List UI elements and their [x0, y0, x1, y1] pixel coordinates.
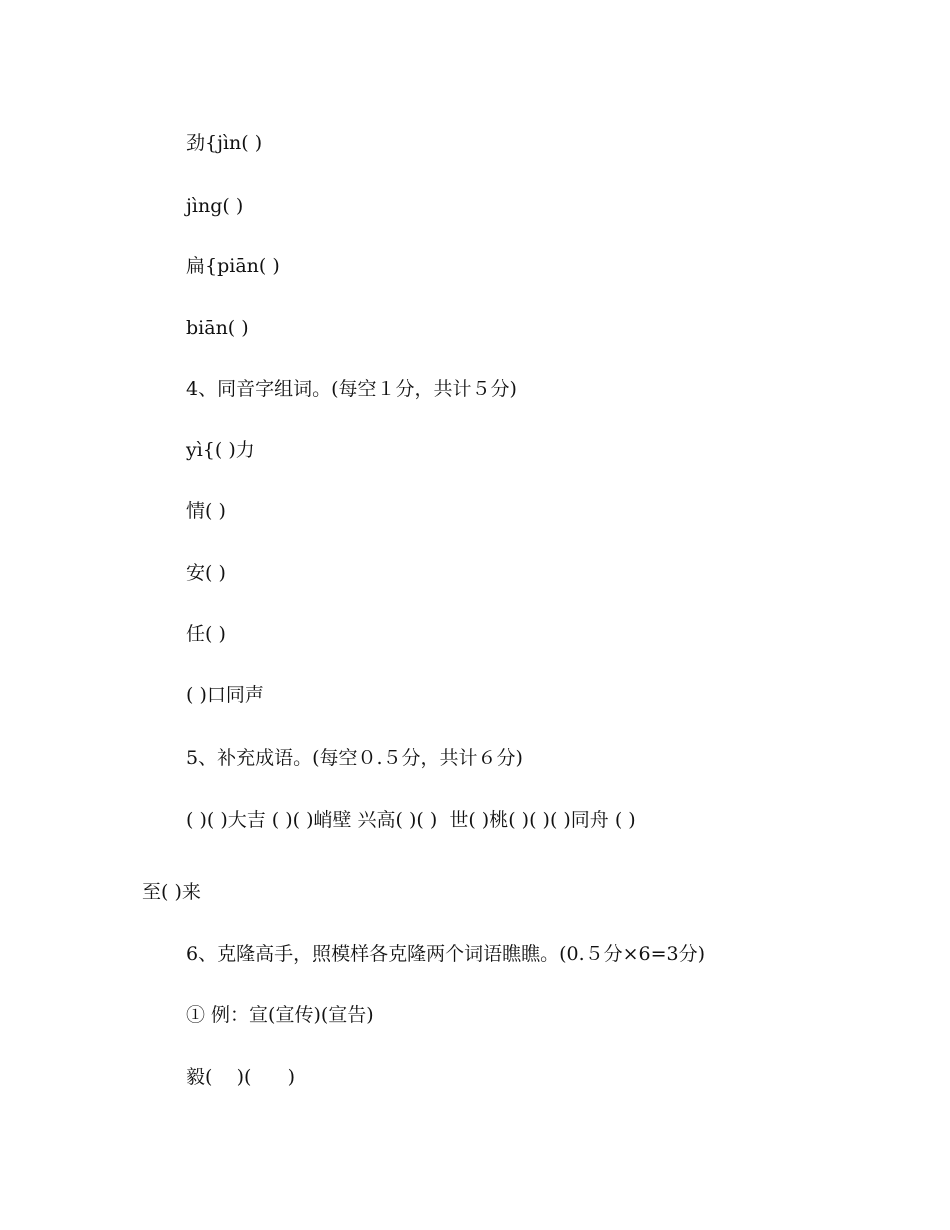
text-line-ren: 任( ) [186, 623, 226, 645]
question-5-heading: 5、补充成语。(每空０.５分，共计６分) [186, 747, 523, 769]
text-line-jing: jìng( ) [186, 195, 244, 217]
question-4-heading: 4、同音字组词。(每空１分，共计５分) [186, 378, 517, 400]
question-6-heading: 6、克隆高手，照模样各克隆两个词语瞧瞧。(0.５分×6=3分) [186, 943, 706, 965]
text-line-qing: 情( ) [186, 500, 226, 522]
text-line-yi-homophone: yì{( )力 [186, 439, 255, 461]
text-line-bian-polyphone: 扁{piān( ) [186, 255, 280, 277]
example-line: ① 例：宣(宣传)(宣告) [186, 1004, 374, 1026]
idiom-fill-line: ( )( )大吉 ( )( )峭壁 兴高( )( ) 世( )桃( )( )( )同舟 ( ) [186, 809, 636, 831]
text-line-an: 安( ) [186, 562, 226, 584]
idiom-fill-line-continued: 至( )来 [142, 881, 201, 903]
text-line-kou-tong-sheng: ( )口同声 [186, 684, 264, 706]
text-line-bian: biān( ) [186, 317, 249, 339]
text-line-yi-clone: 毅( )( ) [186, 1066, 296, 1088]
text-line-jin-polyphone: 劲{jìn( ) [186, 132, 263, 154]
